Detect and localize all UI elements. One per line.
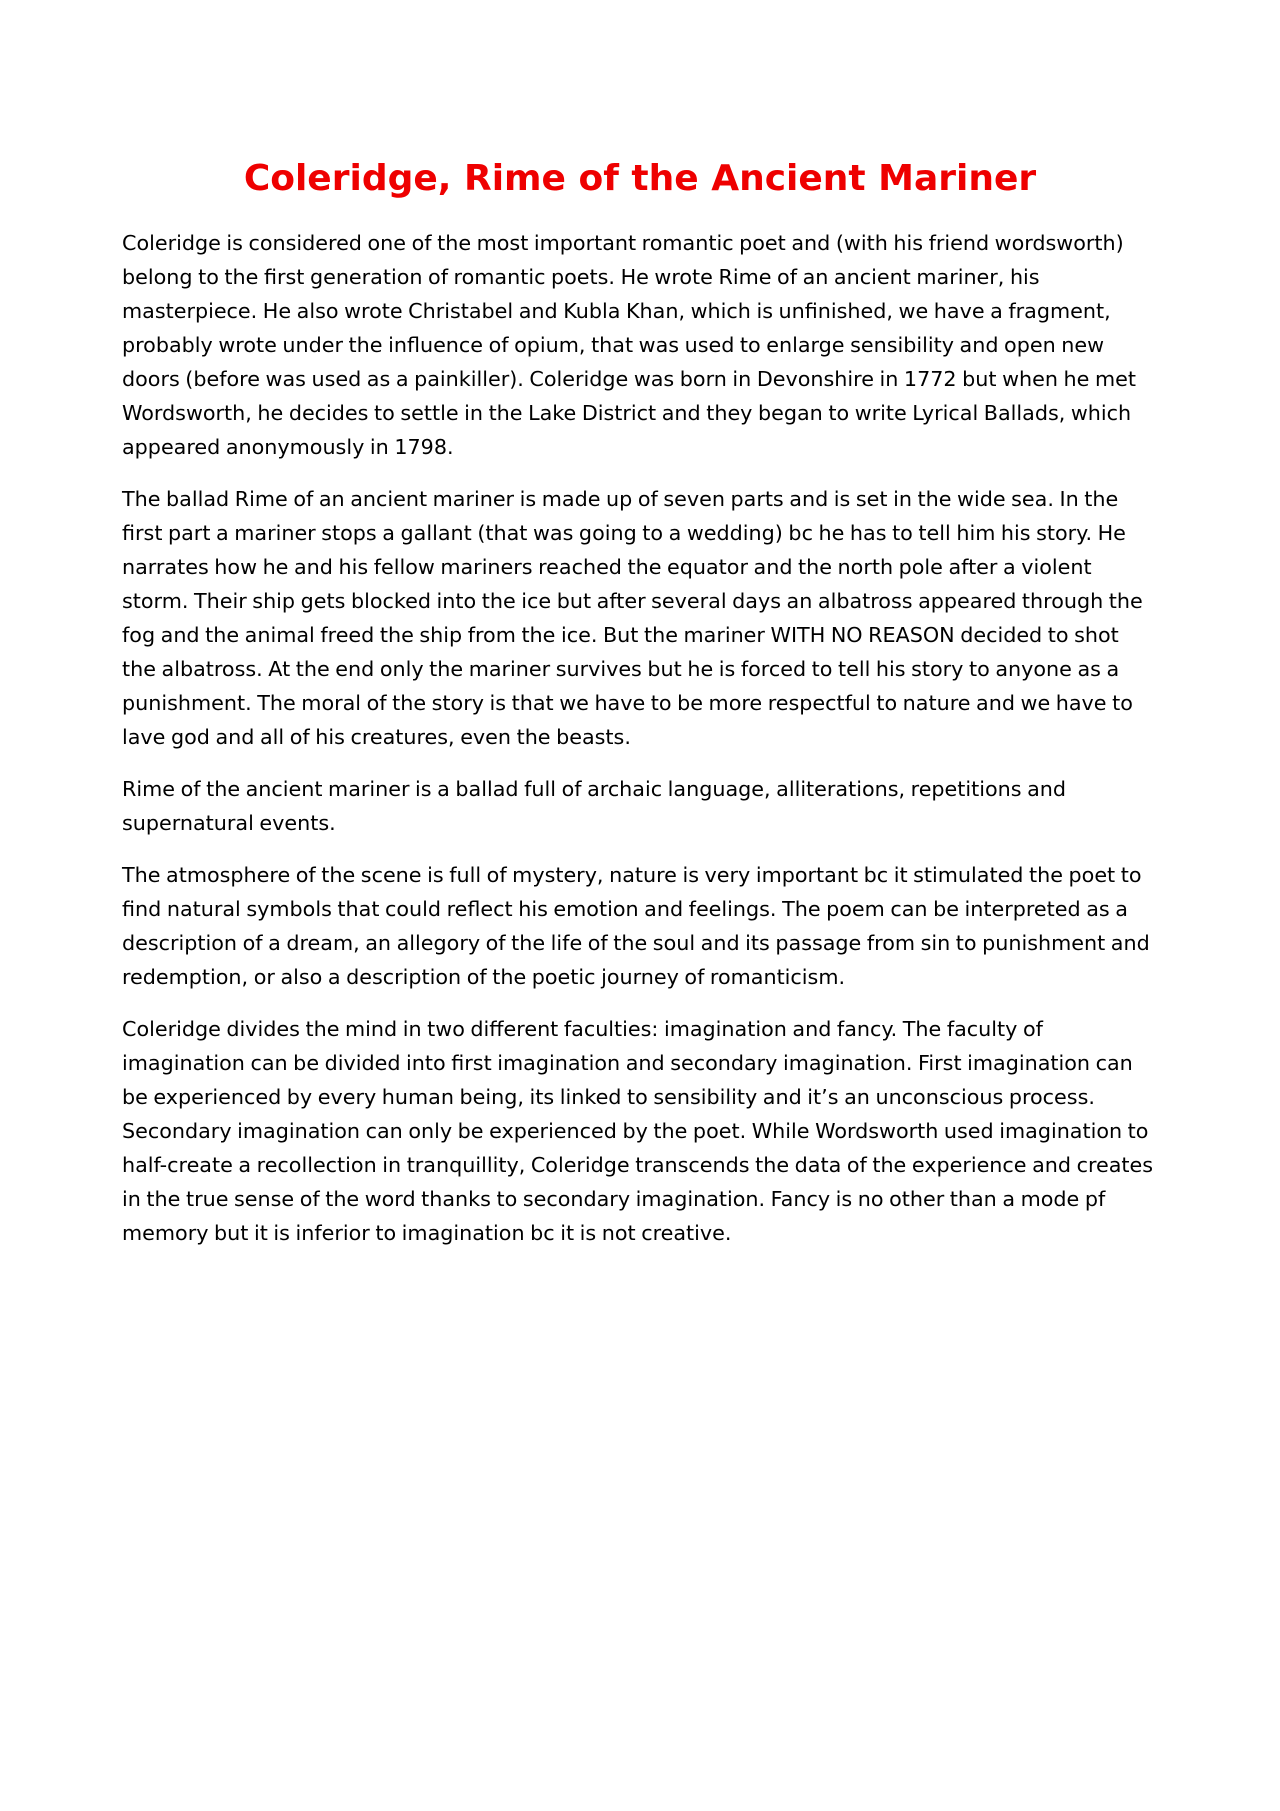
paragraph-coleridge-biography: Coleridge is considered one of the most important romantic poet and (with his friend wordsworth) belong to the first generation of romantic poets. He wrote Rime of an ancient mariner, his masterpiece. He also wrote Christabel and Kubla Khan, which is unfinished, we have a fragment, probably wrote under the influence of opium, that was used to enlarge sensibility and open new doors (before was used as a painkiller). Coleridge was born in Devonshire in 1772 but when he met Wordsworth, he decides to settle in the Lake District and they began to write Lyrical Ballads, which appeared anonymously in 1798. [122,231,1136,459]
paragraph-ballad-plot: The ballad Rime of an ancient mariner is made up of seven parts and is set in the wide sea. In the first part a mariner stops a gallant (that was going to a wedding) bc he has to tell him his story. He narrates how he and his fellow mariners reached the equator and the north pole after a violent storm. Their ship gets blocked into the ice but after several days an albatross appeared through the fog and the animal freed the ship from the ice. But the mariner WITH NO REASON decided to shot the albatross. At the end only the mariner survives but he is forced to tell his story to anyone as a punishment. The moral of the story is that we have to be more respectful to nature and we have to lave god and all of his creatures, even the beasts. [122,487,1143,749]
paragraph-imagination-fancy: Coleridge divides the mind in two different faculties: imagination and fancy. The faculty of imagination can be divided into first imagination and secondary imagination. First imagination can be experienced by every human being, its linked to sensibility and it’s an unconscious process. Secondary imagination can only be experienced by the poet. While Wordsworth used imagination to half-create a recollection in tranquillity, Coleridge transcends the data of the experience and creates in the true sense of the word thanks to secondary imagination. Fancy is no other than a mode pf memory but it is inferior to imagination bc it is not creative. [122,1017,1154,1245]
document-body [122,226,1158,1268]
paragraph-atmosphere: The atmosphere of the scene is full of mystery, nature is very important bc it stimulated the poet to find natural symbols that could reflect his emotion and feelings. The poem can be interpreted as a description of a dream, an allegory of the life of the soul and its passage from sin to punishment and redemption, or also a description of the poetic journey of romanticism. [122,863,1150,989]
paragraph-ballad-style: Rime of the ancient mariner is a ballad full of archaic language, alliterations, repetitions and supernatural events. [122,777,1067,835]
document-title: Coleridge, Rime of the Ancient Mariner [243,158,1037,199]
